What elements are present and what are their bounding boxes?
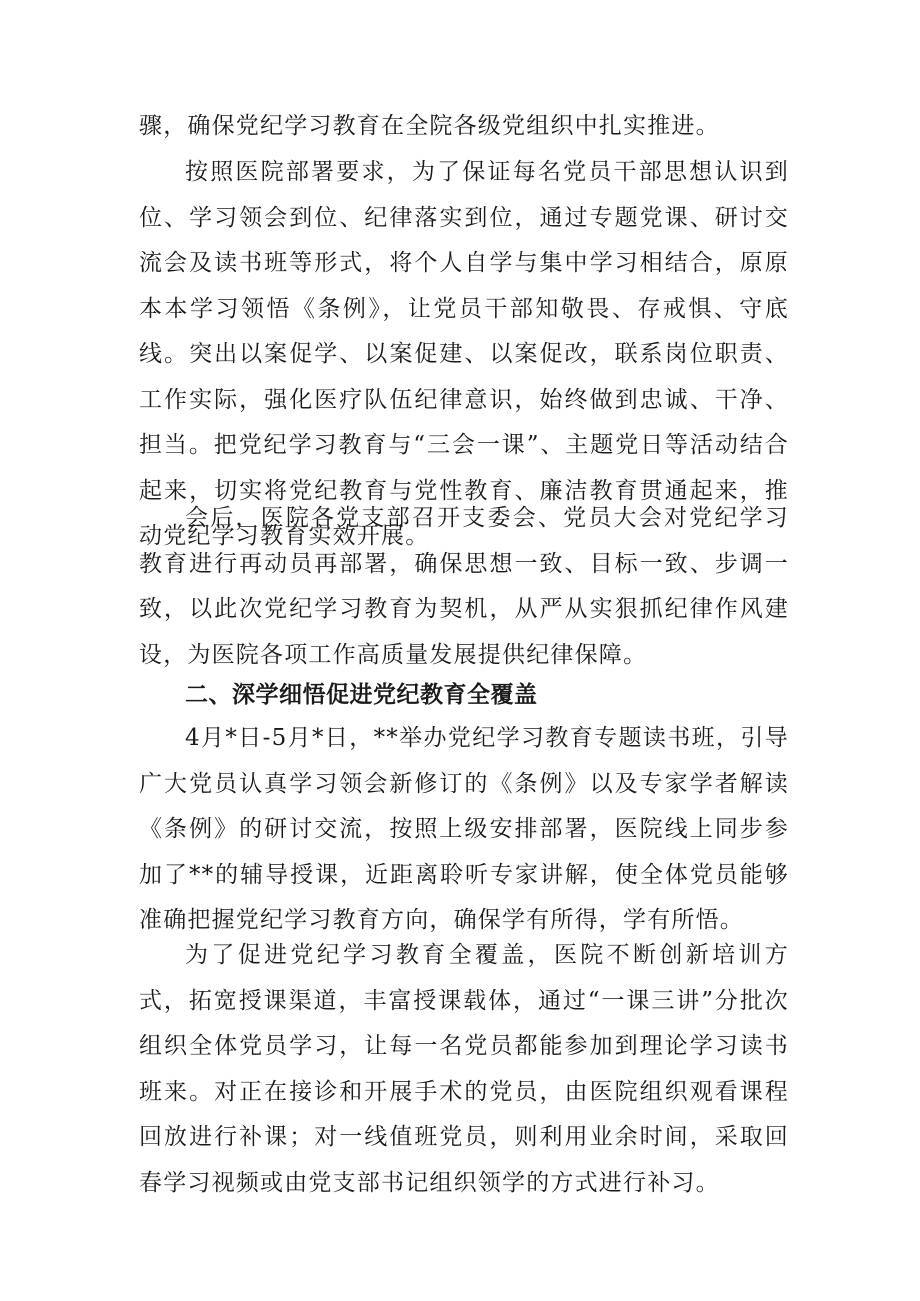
paragraph-continuation: 骤，确保党纪学习教育在全院各级党组织中扎实推进。 [139,113,720,139]
paragraph-full-coverage: 为了促进党纪学习教育全覆盖，医院不断创新培训方式，拓宽授课渠道，丰富授课载体，通过“一课三讲”分批次组织全体党员学习，让每一名党员都能参加到理论学习读书班来。对正在接诊和开展手术的党员，由医院组织观看课程回放进行补课；对一线值班党员，则利用业余时间，采取回春学习视频或由党支部书记组织领学的方式进行补习。 [139,942,789,1196]
paragraph-after-meeting: 会后，医院各党支部召开支委会、党员大会对党纪学习教育进行再动员再部署，确保思想一致、目标一致、步调一致，以此次党纪学习教育为契机，从严从实狠抓纪律作风建设，为医院各项工作高质量发展提供纪律保障。 [139,505,789,668]
paragraph-study-arrangement: 按照医院部署要求，为了保证每名党员干部思想认识到位、学习领会到位、纪律落实到位，通过专题党课、研讨交流会及读书班等形式，将个人自学与集中学习相结合，原原本本学习领悟《条例》，让党员干部知敬畏、存戒惧、守底线。突出以案促学、以案促建、以案促改，联系岗位职责、工作实际，强化医疗队伍纪律意识，始终做到忠诚、干净、担当。把党纪学习教育与“三会一课”、主题党日等活动结合起来，切实将党纪教育与党性教育、廉洁教育贯通起来，推动党纪学习教育实效开展。 [139,159,789,549]
section-heading: 二、深学细悟促进党纪教育全覆盖 [185,682,538,708]
paragraph-reading-class: 4月*日-5月*日，**举办党纪学习教育专题读书班，引导广大党员认真学习领会新修订的《条例》以及专家学者解读《条例》的研讨交流，按照上级安排部署，医院线上同步参加了**的辅导授课，近距离聆听专家讲解，使全体党员能够准确把握党纪学习教育方向，确保学有所得，学有所悟。 [139,725,789,933]
